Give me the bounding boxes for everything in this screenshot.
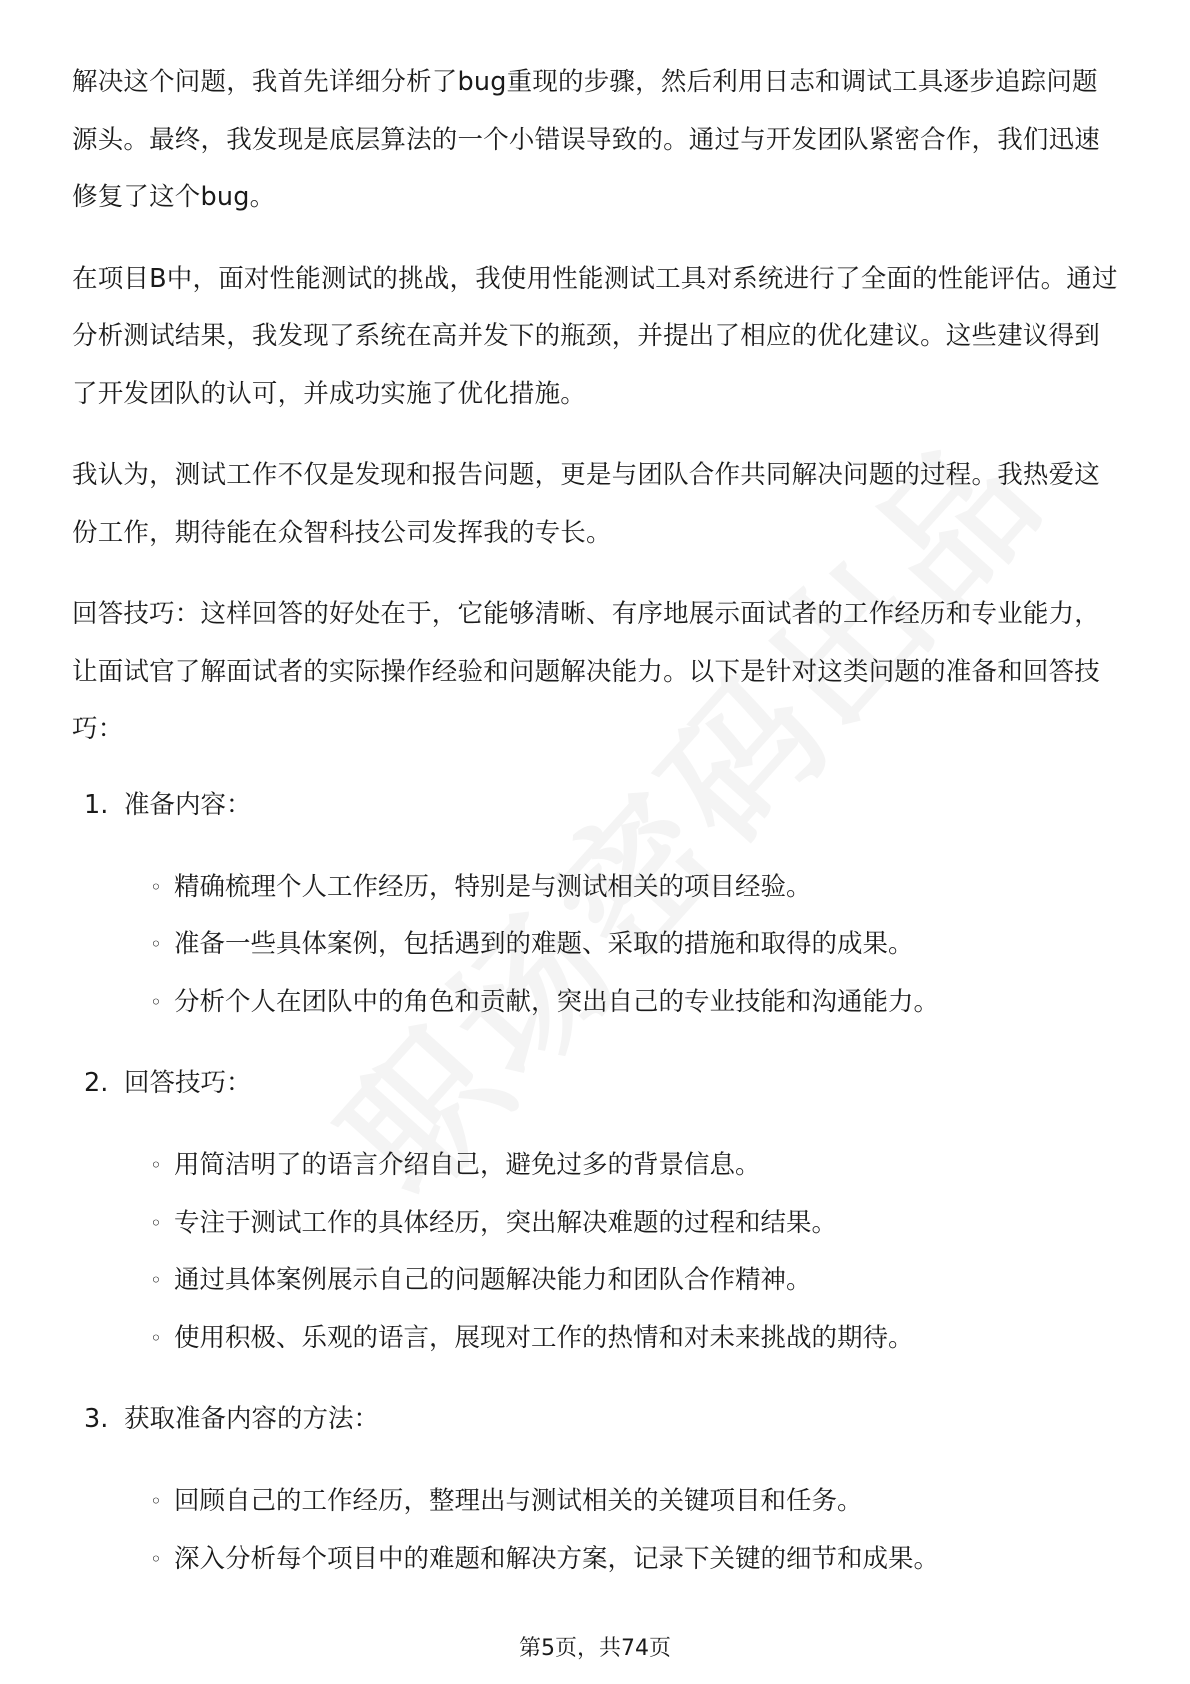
- bullet-icon: ◦: [150, 1153, 162, 1177]
- bullet-list: [72, 1137, 1122, 1367]
- section-heading: [84, 1397, 1122, 1441]
- list-item: [150, 1310, 1122, 1368]
- paragraph: 解决这个问题，我首先详细分析了bug重现的步骤，然后利用日志和调试工具逐步追踪问题源头。最终，我发现是底层算法的一个小错误导致的。通过与开发团队紧密合作，我们迅速修复了这个bug。: [72, 67, 1101, 212]
- bullet-icon: ◦: [150, 1210, 162, 1235]
- paragraph: 我认为，测试工作不仅是发现和报告问题，更是与团队合作共同解决问题的过程。我热爱这份工作，期待能在众智科技公司发挥我的专长。: [72, 460, 1101, 548]
- list-item-text: 准备一些具体案例，包括遇到的难题、采取的措施和取得的成果。: [174, 929, 914, 959]
- list-item: [150, 974, 1122, 1032]
- section-number: 3.: [84, 1404, 109, 1434]
- bullet-icon: ◦: [150, 989, 162, 1014]
- bullet-icon: ◦: [150, 1489, 162, 1513]
- bullet-icon: ◦: [150, 1268, 162, 1292]
- page-number-footer: 第5页，共74页: [519, 1636, 671, 1661]
- bullet-list: [72, 1473, 1122, 1588]
- list-item: [150, 1531, 1122, 1589]
- list-item-text: 深入分析每个项目中的难题和解决方案，记录下关键的细节和成果。: [174, 1543, 940, 1574]
- section-title: 获取准备内容的方法：: [124, 1404, 380, 1434]
- bullet-icon: ◦: [150, 1546, 162, 1571]
- list-item-text: 用简洁明了的语言介绍自己，避免过多的背景信息。: [174, 1150, 761, 1180]
- list-item: [150, 1473, 1122, 1531]
- list-item-text: 专注于测试工作的具体经历，突出解决难题的过程和结果。: [174, 1207, 838, 1238]
- section-title: 准备内容：: [124, 789, 252, 820]
- list-item-text: 精确梳理个人工作经历，特别是与测试相关的项目经验。: [174, 871, 812, 902]
- numbered-section: [72, 1061, 1122, 1367]
- section-heading: [84, 1061, 1122, 1105]
- list-item: [150, 859, 1122, 917]
- section-title: 回答技巧：: [124, 1068, 252, 1098]
- list-item-text: 分析个人在团队中的角色和贡献，突出自己的专业技能和沟通能力。: [174, 986, 940, 1017]
- list-item: [150, 1252, 1122, 1310]
- section-number: 2.: [84, 1068, 109, 1098]
- section-heading: [84, 783, 1122, 827]
- list-item-text: 通过具体案例展示自己的问题解决能力和团队合作精神。: [174, 1265, 812, 1295]
- list-item-text: 回顾自己的工作经历，整理出与测试相关的关键项目和任务。: [174, 1486, 863, 1516]
- bullet-list: [72, 859, 1122, 1032]
- numbered-section: [72, 783, 1122, 1032]
- list-item: [150, 1195, 1122, 1253]
- bullet-icon: ◦: [150, 874, 162, 899]
- numbered-section: [72, 1397, 1122, 1588]
- bullet-icon: ◦: [150, 932, 162, 956]
- bullet-icon: ◦: [150, 1325, 162, 1350]
- list-item: [150, 1137, 1122, 1195]
- list-item: [150, 916, 1122, 974]
- list-item-text: 使用积极、乐观的语言，展现对工作的热情和对未来挑战的期待。: [174, 1322, 914, 1353]
- paragraph: 回答技巧：这样回答的好处在于，它能够清晰、有序地展示面试者的工作经历和专业能力，让面试官了解面试者的实际操作经验和问题解决能力。以下是针对这类问题的准备和回答技巧：: [72, 599, 1101, 744]
- paragraph: 在项目B中，面对性能测试的挑战，我使用性能测试工具对系统进行了全面的性能评估。通过分析测试结果，我发现了系统在高并发下的瓶颈，并提出了相应的优化建议。这些建议得到了开发团队的认可，并成功实施了优化措施。: [72, 263, 1118, 409]
- section-number: 1.: [84, 789, 109, 820]
- document-body: [72, 54, 1122, 1618]
